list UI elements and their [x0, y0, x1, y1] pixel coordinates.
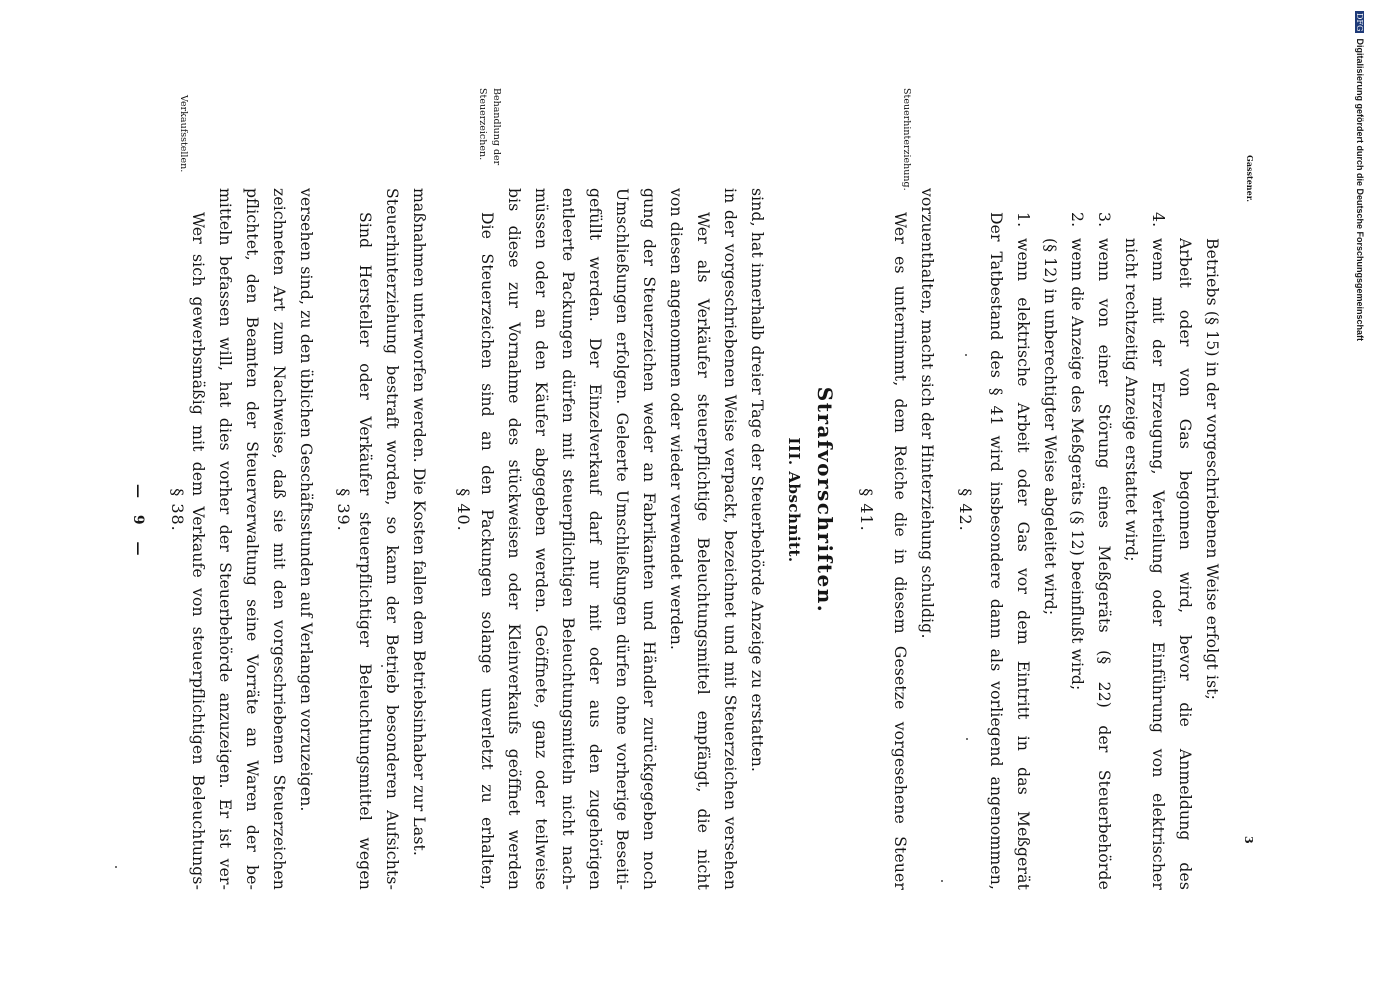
s40-line: gung der Steuerzeichen weder an Fabrikanten und Händler zurückgegeben noch: [640, 188, 658, 890]
s42-item-line: wenn elektrische Arbeit oder Gas vor dem Eintritt in das Meßgerät: [1014, 238, 1032, 890]
scan-speck: [966, 738, 968, 740]
dfg-logo: DFG: [1355, 13, 1364, 32]
s41-line: Wer es unternimmt, dem Reiche die in diesem Gesetze vorgesehene Steuer: [891, 212, 909, 890]
s40-line: müssen oder an den Käufer abgegeben werden. Geöffnete, ganz oder teilweise: [532, 188, 550, 890]
s40-line: von diesen angenommen oder wieder verwendet werden.: [667, 188, 685, 651]
section-38-margin-note: Verkaufsstellen.: [178, 95, 189, 173]
s42-item-line: Betriebs (§ 15) in der vorgeschriebenen Weise erfolgt ist;: [1203, 238, 1221, 701]
section-41-heading: § 41.: [857, 488, 876, 532]
part-label: III. Abschnitt.: [785, 437, 803, 563]
s41-line: vorzuenthalten, macht sich der Hinterziehung schuldig.: [918, 188, 936, 639]
s40-line: sind, hat innerhalb dreier Tage der Steuerbehörde Anzeige zu erstatten.: [748, 188, 766, 773]
s40-line: gefüllt werden. Der Einzelverkauf darf nur mit oder aus den zugehörigen: [586, 188, 604, 890]
s40-line: in der vorgeschriebenen Weise verpackt, bezeichnet und mit Steuerzeichen versehen: [721, 188, 739, 890]
scan-speck: [941, 880, 943, 882]
section-39-heading: § 39.: [334, 488, 353, 532]
section-42-heading: § 42.: [956, 488, 975, 532]
s40-line: entleerte Packungen dürfen mit steuerpflichtigen Beleuchtungsmitteln nicht nach-: [559, 188, 577, 890]
s42-item-line: wenn mit der Erzeugung, Verteilung oder Einführung von elektrischer: [1149, 238, 1167, 890]
s39-line: Sind Hersteller oder Verkäufer steuerpflichtiger Beleuchtungsmittel wegen: [356, 212, 374, 890]
s39-line: Steuerhinterziehung bestraft worden, so kann der Betrieb besonderen Aufsichts-: [383, 188, 401, 890]
scan-speck: [381, 665, 383, 667]
s40-line: Umschließungen erfolgen. Geleerte Umschließungen dürfen ohne vorherige Beseiti-: [613, 188, 631, 890]
scan-speck: [115, 866, 117, 868]
s42-item-line: Arbeit oder von Gas begonnen wird, bevor die Anmeldung des: [1176, 238, 1194, 890]
page-number: — 9 —: [130, 484, 146, 562]
s40-line: Wer als Verkäufer steuerpflichtige Beleuchtungsmittel empfängt, die nicht: [694, 212, 712, 890]
part-title: Strafvorschriften.: [813, 386, 837, 614]
s42-item-number: 3.: [1095, 212, 1113, 228]
s38-line: pflichtet, den Beamten der Steuerverwaltung seine Vorräte an Waren der be-: [243, 188, 261, 890]
s40-line: bis diese zur Vornahme des stückweisen oder Kleinverkaufs geöffnet werden: [505, 188, 523, 890]
scan-speck: [965, 354, 967, 356]
s42-item-number: 1.: [1014, 212, 1032, 228]
s42-item-number: 4.: [1149, 212, 1167, 228]
s42-item-line: (§ 12) in unberechtigter Weise abgeleitet wird;: [1041, 238, 1059, 616]
s38-line: Wer sich gewerbsmäßig mit dem Verkaufe von steuerpflichtigen Beleuchtungs-: [189, 212, 207, 890]
s40-line: Die Steuerzeichen sind an den Packungen solange unverletzt zu erhalten,: [478, 212, 496, 890]
s38-line: zeichneten Art zum Nachweise, daß sie mit den vorgeschriebenen Steuerzeichen: [270, 188, 288, 890]
signature-mark: 3: [1242, 836, 1255, 844]
s39-line: maßnahmen unterworfen werden. Die Kosten fallen dem Betriebsinhaber zur Last.: [410, 188, 428, 857]
section-40-heading: § 40.: [454, 488, 473, 532]
s42-item-line: nicht rechtzeitig Anzeige erstattet wird;: [1122, 238, 1140, 562]
s38-line: versehen sind, zu den üblichen Geschäftsstunden auf Verlangen vorzuzeigen.: [297, 188, 315, 812]
s42-item-line: wenn von einer Störung eines Meßgeräts (§ 22) der Steuerbehörde: [1095, 238, 1113, 890]
footer-signature-left: Gasstener.: [1245, 155, 1255, 202]
s42-intro: Der Tatbestand des § 41 wird insbesondere dann als vorliegend angenommen,: [987, 212, 1005, 890]
section-38-heading: § 38.: [168, 488, 187, 532]
section-40-margin-note: Behandlung der Steuerzeichen.: [477, 88, 502, 166]
digitization-note: Digitalisierung gefördert durch die Deutsche Forschungsgemeinschaft: [1355, 38, 1365, 342]
s42-item-number: 2.: [1068, 212, 1086, 228]
s38-line: mitteln befassen will, hat dies vorher der Steuerbehörde anzuzeigen. Er ist ver-: [216, 188, 234, 890]
s42-item-line: wenn die Anzeige des Meßgeräts (§ 12) beeinflußt wird;: [1068, 238, 1086, 691]
section-41-margin-note: Steuerhinterziehung.: [901, 88, 912, 191]
